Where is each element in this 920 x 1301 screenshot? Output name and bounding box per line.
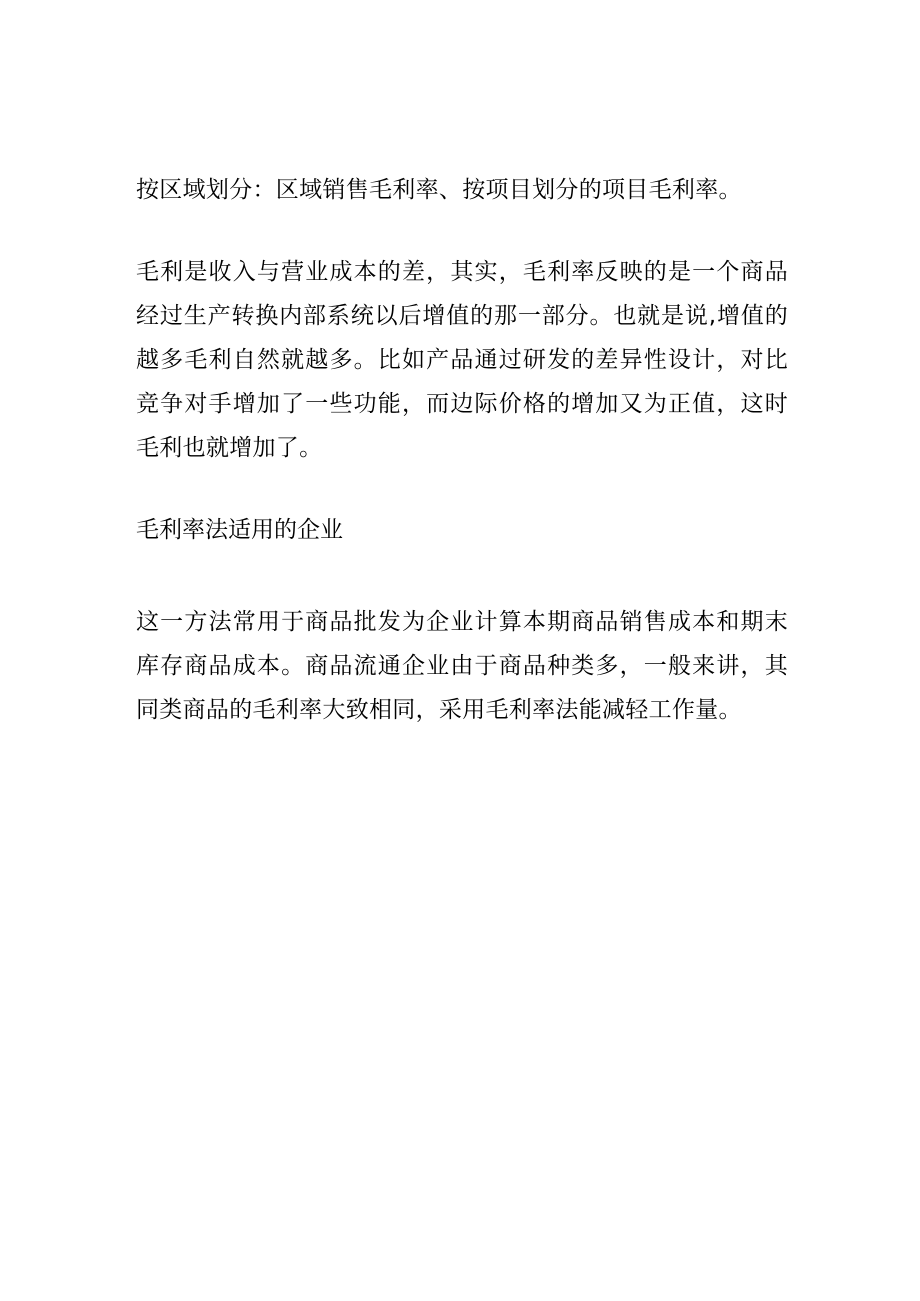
section-heading: 毛利率法适用的企业 — [136, 517, 343, 543]
paragraph-applicable-enterprises: 这一方法常用于商品批发为企业计算本期商品销售成本和期末库存商品成本。商品流通企业由于商品种类多，一般来讲，其同类商品的毛利率大致相同，采用毛利率法能减轻工作量。 — [136, 609, 788, 723]
document-body — [136, 168, 788, 780]
paragraph-gross-profit-definition: 毛利是收入与营业成本的差，其实，毛利率反映的是一个商品经过生产转换内部系统以后增值的那一部分。也就是说,增值的越多毛利自然就越多。比如产品通过研发的差异性设计，对比竞争对手增加了一些功能，而边际价格的增加又为正值，这时毛利也就增加了。 — [136, 259, 788, 461]
paragraph-gross-margin-by-region: 按区域划分：区域销售毛利率、按项目划分的项目毛利率。 — [136, 177, 742, 203]
